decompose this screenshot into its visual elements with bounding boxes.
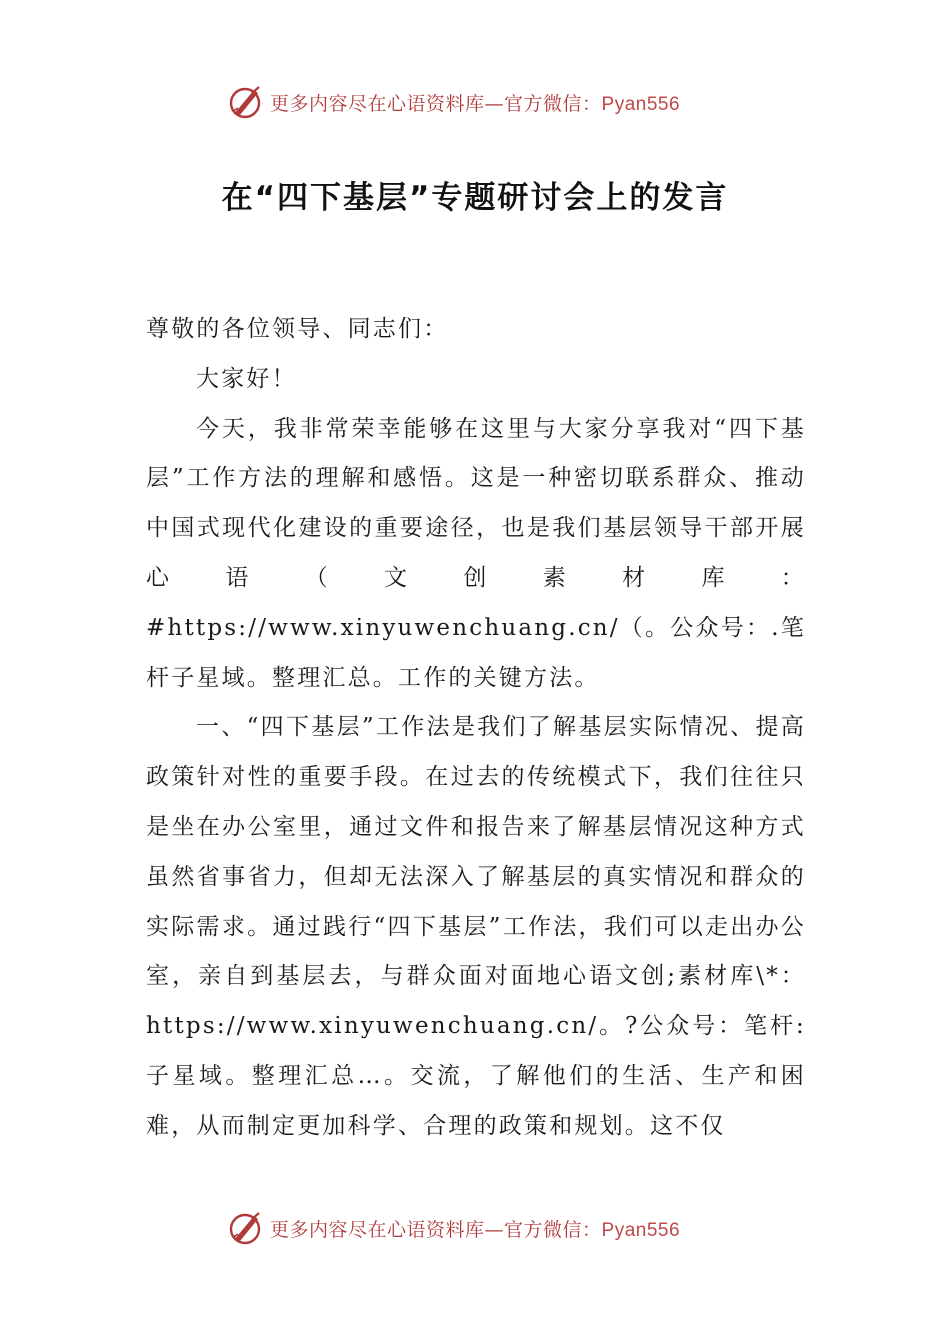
header-banner (228, 82, 680, 122)
header-banner-text: 更多内容尽在心语资料库—官方微信：Pyan556 (270, 92, 681, 115)
salutation: 尊敬的各位领导、同志们： (146, 316, 449, 342)
document-body (146, 305, 806, 1152)
footer-banner (228, 1208, 680, 1248)
wechat-account: Pyan556 (601, 93, 681, 115)
quill-pen-logo-icon (228, 1210, 264, 1246)
wechat-account: Pyan556 (601, 1219, 681, 1241)
document-title: 在“四下基层”专题研讨会上的发言 (221, 180, 729, 216)
paragraph-intro: 今天，我非常荣幸能够在这里与大家分享我对“四下基层”工作方法的理解和感悟。这是一种密切联系群众、推动中国式现代化建设的重要途径，也是我们基层领导干部开展心语（文创素材库：#https://www.xinyuwenchuang.cn/（。公众号：.笔杆子星域。整理汇总。工作的关键方法。 (146, 415, 806, 691)
footer-banner-text: 更多内容尽在心语资料库—官方微信：Pyan556 (270, 1218, 681, 1241)
greeting: 大家好！ (196, 365, 297, 392)
quill-pen-logo-icon (228, 84, 264, 120)
paragraph-section-one: 一、“四下基层”工作法是我们了解基层实际情况、提高政策针对性的重要手段。在过去的传统模式下，我们往往只是坐在办公室里，通过文件和报告来了解基层情况这种方式虽然省事省力，但却无法深入了解基层的真实情况和群众的实际需求。通过践行“四下基层”工作法，我们可以走出办公室，亲自到基层去，与群众面对面地心语文创;素材库\*：https://www.xinyuwenchuang.cn/。?公众号：笔杆:子星域。整理汇总…。交流，了解他们的生活、生产和困难，从而制定更加科学、合理的政策和规划。这不仅 (146, 714, 806, 1139)
